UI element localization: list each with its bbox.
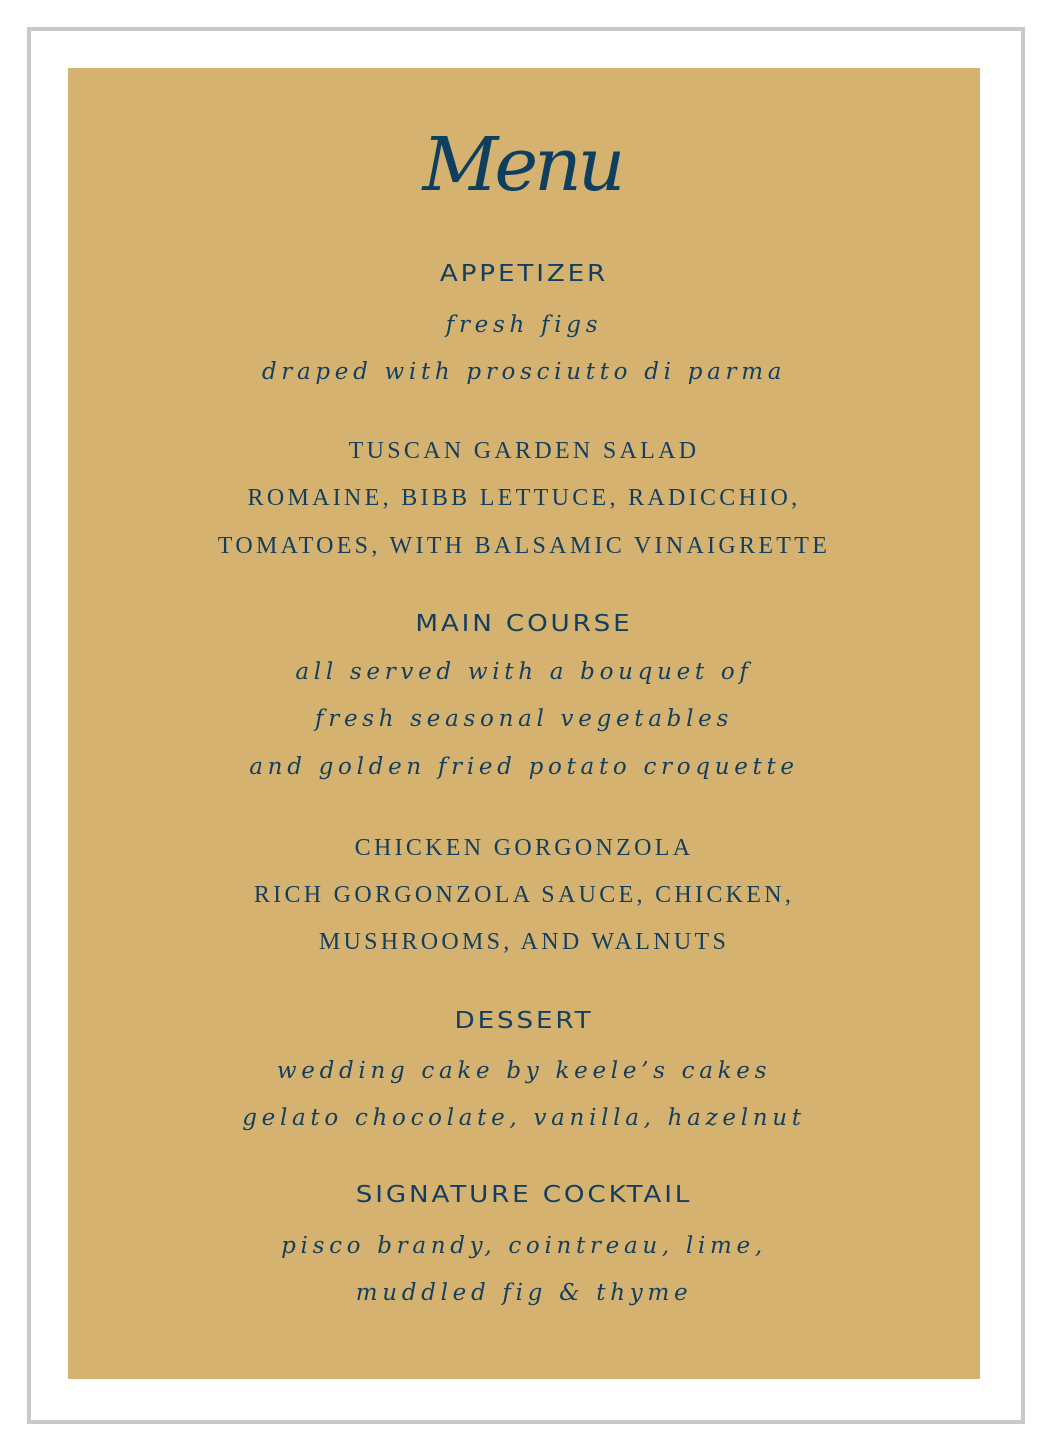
- appetizer-line: draped with prosciutto di parma: [261, 359, 787, 385]
- chicken-dish-name: CHICKEN GORGONZOLA: [354, 835, 694, 861]
- chicken-dish-description: RICH GORGONZOLA SAUCE, CHICKEN,: [253, 882, 795, 908]
- appetizer-line: fresh figs: [445, 312, 603, 338]
- main-course-line: fresh seasonal vegetables: [315, 706, 733, 732]
- salad-description: TOMATOES, WITH BALSAMIC VINAIGRETTE: [217, 533, 831, 559]
- menu-card: [68, 68, 980, 1379]
- main-course-heading: MAIN COURSE: [415, 611, 633, 637]
- menu-title: Menu: [422, 122, 622, 208]
- dessert-heading: DESSERT: [454, 1008, 594, 1034]
- chicken-dish-description: MUSHROOMS, AND WALNUTS: [318, 929, 730, 955]
- salad-name: TUSCAN GARDEN SALAD: [348, 438, 700, 464]
- cocktail-line: pisco brandy, cointreau, lime,: [281, 1233, 767, 1259]
- signature-cocktail-heading: SIGNATURE COCKTAIL: [355, 1182, 693, 1208]
- salad-description: ROMAINE, BIBB LETTUCE, RADICCHIO,: [247, 485, 801, 511]
- appetizer-heading: APPETIZER: [439, 261, 609, 287]
- cocktail-line: muddled fig & thyme: [355, 1280, 693, 1306]
- main-course-line: all served with a bouquet of: [295, 659, 753, 685]
- main-course-line: and golden fried potato croquette: [249, 754, 799, 780]
- dessert-line: wedding cake by keele’s cakes: [276, 1058, 772, 1084]
- dessert-line: gelato chocolate, vanilla, hazelnut: [242, 1105, 806, 1131]
